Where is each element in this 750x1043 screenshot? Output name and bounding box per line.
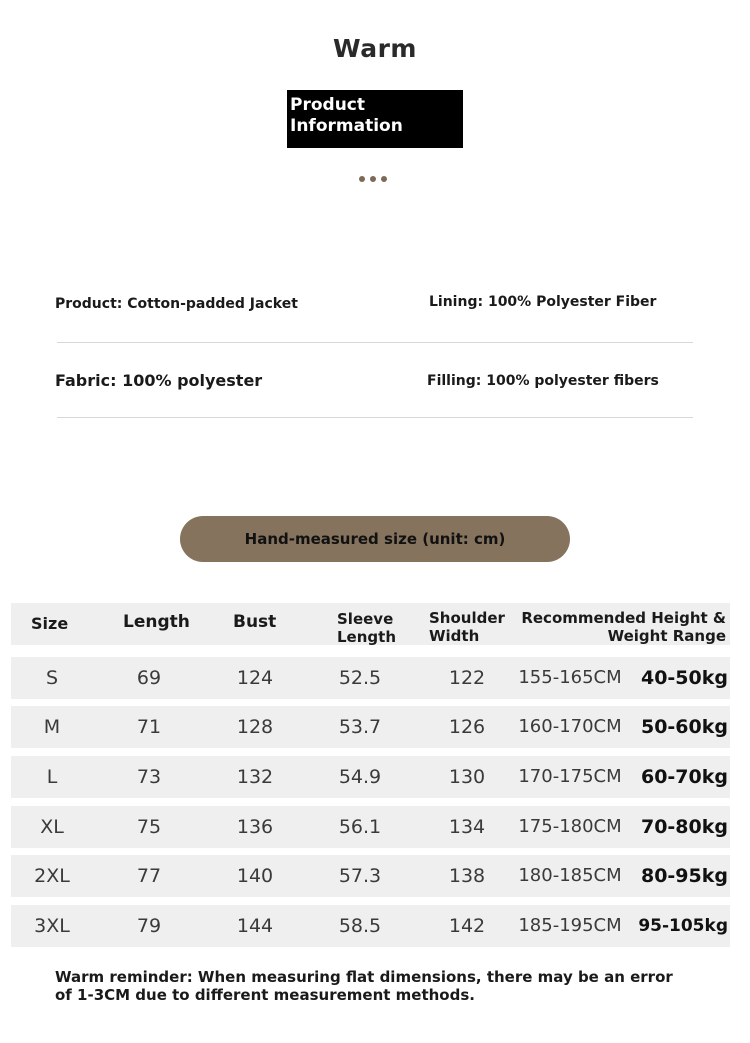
cell-height: 175-180CM (518, 816, 622, 837)
cell-shoulder: 142 (448, 915, 486, 937)
cell-height: 170-175CM (518, 766, 622, 787)
cell-bust: 140 (236, 865, 274, 887)
cell-sleeve: 58.5 (338, 915, 382, 937)
header-rec-line-2: Weight Range (607, 627, 726, 645)
table-row (11, 855, 730, 897)
cell-sleeve: 53.7 (338, 716, 382, 738)
header-shoulder-line-2: Width (429, 627, 480, 645)
cell-shoulder: 126 (448, 716, 486, 738)
header-recommended-range (521, 609, 726, 645)
header-shoulder-width (429, 609, 505, 645)
cell-bust: 124 (236, 667, 274, 689)
dot-icon (359, 176, 365, 182)
divider (57, 417, 693, 418)
cell-shoulder: 130 (448, 766, 486, 788)
header-length: Length (123, 612, 190, 632)
cell-weight: 60-70kg (640, 766, 728, 788)
cell-shoulder: 138 (448, 865, 486, 887)
info-lining: Lining: 100% Polyester Fiber (429, 294, 657, 310)
cell-bust: 132 (236, 766, 274, 788)
cell-size: 3XL (34, 915, 70, 937)
cell-sleeve: 57.3 (338, 865, 382, 887)
cell-bust: 144 (236, 915, 274, 937)
cell-sleeve: 54.9 (338, 766, 382, 788)
divider (57, 342, 693, 343)
cell-size: S (45, 667, 59, 689)
info-fabric: Fabric: 100% polyester (55, 371, 263, 390)
cell-size: XL (40, 816, 64, 838)
badge-line-2: Information (290, 116, 403, 136)
cell-length: 75 (136, 816, 162, 838)
decorative-dots (359, 176, 387, 182)
table-row (11, 806, 730, 848)
cell-length: 79 (136, 915, 162, 937)
info-filling: Filling: 100% polyester fibers (427, 373, 659, 389)
cell-weight: 80-95kg (640, 865, 728, 887)
header-shoulder-line-1: Shoulder (429, 609, 505, 627)
table-row (11, 756, 730, 798)
cell-length: 77 (136, 865, 162, 887)
cell-weight: 95-105kg (638, 916, 728, 936)
table-row (11, 905, 730, 947)
info-product: Product: Cotton-padded Jacket (55, 296, 298, 312)
cell-weight: 50-60kg (640, 716, 728, 738)
cell-sleeve: 56.1 (338, 816, 382, 838)
cell-weight: 40-50kg (640, 667, 728, 689)
header-sleeve-line-1: Sleeve (337, 610, 394, 628)
cell-height: 160-170CM (518, 716, 622, 737)
cell-size: L (46, 766, 58, 788)
table-row (11, 657, 730, 699)
cell-length: 69 (136, 667, 162, 689)
cell-sleeve: 52.5 (338, 667, 382, 689)
size-banner: Hand-measured size (unit: cm) (180, 516, 570, 562)
cell-length: 71 (136, 716, 162, 738)
cell-height: 155-165CM (518, 667, 622, 688)
header-sleeve-line-2: Length (337, 628, 396, 646)
warm-reminder-note: Warm reminder: When measuring flat dimensions, there may be an error of 1-3CM due to different measurement methods. (55, 968, 673, 1004)
cell-bust: 128 (236, 716, 274, 738)
cell-length: 73 (136, 766, 162, 788)
cell-weight: 70-80kg (640, 816, 728, 838)
cell-shoulder: 122 (448, 667, 486, 689)
page-title: Warm (333, 34, 417, 63)
cell-height: 185-195CM (518, 915, 622, 936)
table-header (11, 603, 730, 645)
product-information-badge (287, 90, 463, 148)
cell-size: 2XL (34, 865, 70, 887)
dot-icon (381, 176, 387, 182)
header-bust: Bust (233, 612, 277, 632)
badge-line-1: Product (290, 95, 365, 115)
cell-size: M (43, 716, 61, 738)
header-sleeve-length (337, 610, 396, 646)
header-rec-line-1: Recommended Height & (521, 609, 726, 627)
cell-bust: 136 (236, 816, 274, 838)
table-row (11, 706, 730, 748)
dot-icon (370, 176, 376, 182)
header-size: Size (31, 614, 69, 633)
cell-shoulder: 134 (448, 816, 486, 838)
cell-height: 180-185CM (518, 865, 622, 886)
